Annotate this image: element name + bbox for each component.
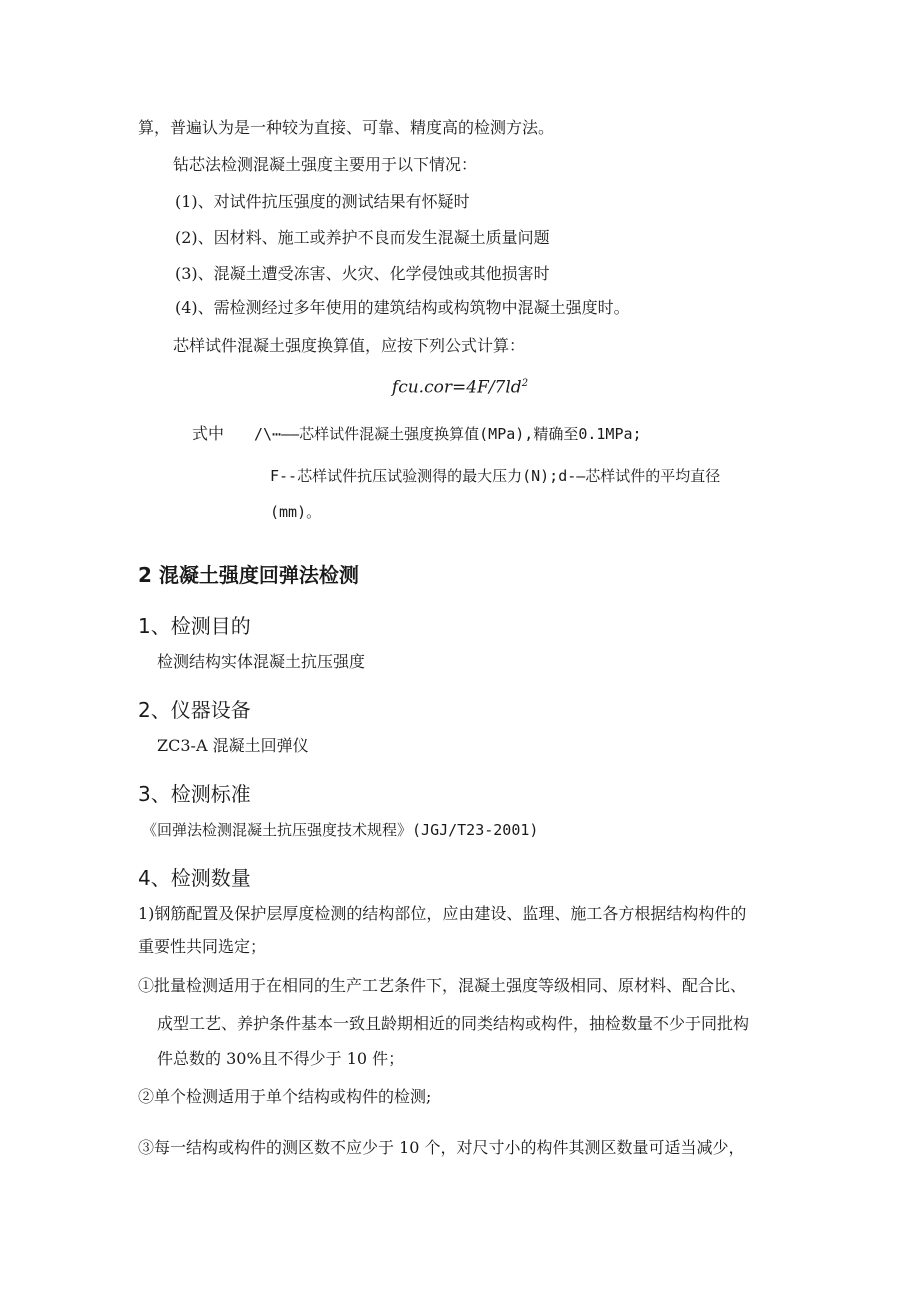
quantity-paragraph-2-line-2: 成型工艺、养护条件基本一致且龄期相近的同类结构或构件，抽检数量不少于同批构 (157, 1014, 750, 1033)
quantity-paragraph-1-line-2: 重要性共同选定； (138, 937, 267, 956)
where-definition-2: F--芯样试件抗压试验测得的最大压力(N);d-—芯样试件的平均直径 (270, 467, 721, 485)
formula-main: fcu.cor=4F/7ld (391, 377, 522, 398)
subsection-heading-standard: 3、检测标准 (138, 782, 251, 806)
list-item: (2)、因材料、施工或养护不良而发生混凝土质量问题 (175, 228, 550, 247)
subsection-heading-purpose: 1、检测目的 (138, 614, 251, 638)
quantity-paragraph-2-line-1: ①批量检测适用于在相同的生产工艺条件下，混凝土强度等级相同、原材料、配合比、 (138, 976, 747, 995)
list-item: (3)、混凝土遭受冻害、火灾、化学侵蚀或其他损害时 (175, 264, 550, 283)
where-definition-1: /\⋯——芯样试件混凝土强度换算值(MPa),精确至0.1MPa; (254, 425, 642, 443)
quantity-paragraph-1-line-1: 1)钢筋配置及保护层厚度检测的结构部位，应由建设、监理、施工各方根据结构构件的 (138, 904, 747, 923)
section-title: 2 混凝土强度回弹法检测 (138, 563, 359, 587)
list-item: (1)、对试件抗压强度的测试结果有怀疑时 (175, 192, 470, 211)
formula-superscript: 2 (521, 378, 529, 389)
quantity-paragraph-4: ③每一结构或构件的测区数不应少于 10 个，对尺寸小的构件其测区数量可适当减少， (138, 1138, 745, 1157)
formula-intro: 芯样试件混凝土强度换算值，应按下列公式计算： (173, 336, 526, 355)
purpose-text: 检测结构实体混凝土抗压强度 (157, 652, 366, 671)
intro-line-1: 算，普遍认为是一种较为直接、可靠、精度高的检测方法。 (138, 118, 555, 137)
formula (0, 374, 920, 398)
where-definition-3: (mm)。 (270, 503, 322, 521)
list-item: (4)、需检测经过多年使用的建筑结构或构筑物中混凝土强度时。 (175, 298, 630, 317)
equipment-text: ZC3-A 混凝土回弹仪 (157, 736, 309, 755)
subsection-heading-quantity: 4、检测数量 (138, 866, 251, 890)
subsection-heading-equipment: 2、仪器设备 (138, 698, 251, 722)
quantity-paragraph-2-line-3: 件总数的 30%且不得少于 10 件； (157, 1049, 405, 1068)
intro-line-2: 钻芯法检测混凝土强度主要用于以下情况： (173, 155, 478, 174)
standard-text: 《回弹法检测混凝土抗压强度技术规程》(JGJ/T23-2001) (142, 821, 539, 839)
quantity-paragraph-3: ②单个检测适用于单个结构或构件的检测; (138, 1087, 432, 1106)
where-label: 式中 (192, 424, 225, 443)
